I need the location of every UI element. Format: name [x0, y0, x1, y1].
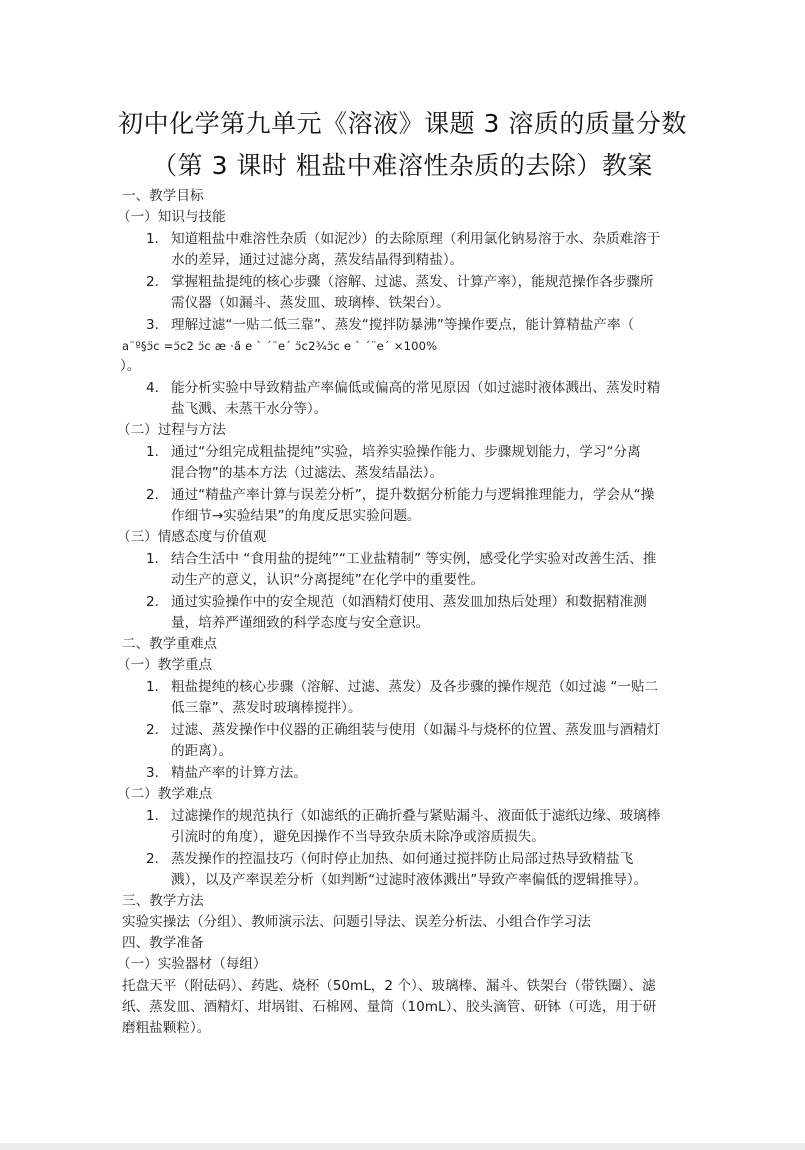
- list-item-text: 结合生活中 “食用盐的提纯”“工业盐精制” 等实例，感受化学实验对改善生活、推: [171, 551, 657, 567]
- subsection-heading-values: （三）情感态度与价值观: [117, 529, 267, 545]
- list-item-text: 通过“分组完成粗盐提纯”实验，培养实验操作能力、步骤规划能力，学习“分离: [171, 444, 641, 460]
- document-title-line-2: （第 3 课时 粗盐中难溶性杂质的去除）教案: [152, 151, 653, 180]
- list-number: 2.: [146, 274, 159, 290]
- list-item-text: 水的差异，通过过滤分离，蒸发结晶得到精盐）。: [171, 252, 464, 268]
- subsection-heading-difficulty: （二）教学难点: [117, 786, 213, 802]
- list-number: 2.: [146, 722, 159, 738]
- list-item-text: 低三靠”、蒸发时玻璃棒搅拌）。: [171, 700, 362, 716]
- list-item-text: 蒸发操作的控温技巧（何时停止加热、如何通过搅拌防止局部过热导致精盐飞: [171, 851, 634, 867]
- list-item-text: 的距离）。: [171, 743, 233, 759]
- list-item-text: 动生产的意义，认识“分离提纯”在化学中的重要性。: [171, 572, 485, 588]
- subsection-heading-knowledge: （一）知识与技能: [117, 209, 226, 225]
- subsection-heading-equipment: （一）实验器材（每组）: [117, 956, 267, 972]
- list-number: 1.: [146, 444, 159, 460]
- list-number: 2.: [146, 594, 159, 610]
- list-number: 3.: [146, 317, 159, 333]
- list-item-text: 混合物”的基本方法（过滤法、蒸发结晶法）。: [171, 465, 444, 481]
- list-item-text: 溅），以及产率误差分析（如判断“过滤时液体溅出”导致产率偏低的逻辑推导）。: [171, 872, 648, 888]
- list-item-text: 量，培养严谨细致的科学态度与安全意识。: [171, 615, 430, 631]
- document-title-line-1: 初中化学第九单元《溶液》课题 3 溶质的质量分数: [118, 109, 687, 138]
- list-item-text: 过滤操作的规范执行（如滤纸的正确折叠与紧贴漏斗、液面低于滤纸边缘、玻璃棒: [171, 808, 661, 824]
- subsection-heading-focus: （一）教学重点: [117, 657, 213, 673]
- list-item-text: 精盐产率的计算方法。: [171, 765, 307, 781]
- list-number: 1.: [146, 679, 159, 695]
- list-item-text: ）。: [120, 358, 141, 374]
- list-item-text: 需仪器（如漏斗、蒸发皿、玻璃棒、铁架台）。: [171, 295, 450, 311]
- list-item-text: 粗盐提纯的核心步骤（溶解、过滤、蒸发）及各步骤的操作规范（如过滤 “一贴二: [171, 679, 659, 695]
- list-number: 1.: [146, 808, 159, 824]
- list-number: 4.: [146, 380, 159, 396]
- list-item-text: 盐飞溅、未蒸干水分等）。: [171, 401, 328, 417]
- list-item-text: 过滤、蒸发操作中仪器的正确组装与使用（如漏斗与烧杯的位置、蒸发皿与酒精灯: [171, 722, 661, 738]
- list-number: 1.: [146, 551, 159, 567]
- page-bottom-edge: [0, 1143, 805, 1150]
- list-item-text: 能分析实验中导致精盐产率偏低或偏高的常见原因（如过滤时液体溅出、蒸发时精: [171, 380, 661, 396]
- list-item-text: 通过“精盐产率计算与误差分析”，提升数据分析能力与逻辑推理能力，学会从“操: [171, 487, 655, 503]
- section-heading-preparation: 四、教学准备: [122, 935, 204, 951]
- equipment-text: 托盘天平（附砝码）、药匙、烧杯（50mL，2 个）、玻璃棒、漏斗、铁架台（带铁圈）、滤: [122, 978, 656, 994]
- list-number: 2.: [146, 851, 159, 867]
- list-item-text: 作细节→实验结果”的角度反思实验问题。: [171, 508, 421, 524]
- list-number: 3.: [146, 765, 159, 781]
- section-heading-objectives: 一、教学目标: [122, 188, 204, 204]
- list-item-text: 掌握粗盐提纯的核心步骤（溶解、过滤、蒸发、计算产率），能规范操作各步骤所: [171, 274, 654, 290]
- list-item-text: 理解过滤“一贴二低三靠”、蒸发“搅拌防暴沸”等操作要点，能计算精盐产率（: [171, 317, 635, 333]
- list-number: 2.: [146, 487, 159, 503]
- equipment-text: 纸、蒸发皿、酒精灯、坩埚钳、石棉网、量筒（10mL）、胶头滴管、研钵（可选，用于研: [122, 999, 657, 1015]
- equipment-text: 磨粗盐颗粒）。: [122, 1020, 211, 1036]
- list-item-text: 通过实验操作中的安全规范（如酒精灯使用、蒸发皿加热后处理）和数据精准测: [171, 594, 647, 610]
- section-heading-methods: 三、教学方法: [122, 893, 204, 909]
- section-heading-key-points: 二、教学重难点: [122, 636, 218, 652]
- list-item-text: 引流时的角度），避免因操作不当导致杂质未除净或溶质损失。: [171, 829, 545, 845]
- list-item-text: 知道粗盐中难溶性杂质（如泥沙）的去除原理（利用氯化钠易溶于水、杂质难溶于: [171, 231, 661, 247]
- garbled-formula: a¨º§ↄ̈c =ↄ̈c2 ↄ̈c æ ·a̋ e ` ´¨e´ ↄ̈c2¾ↄ̈c e ` ´¨e´ ×100%: [122, 339, 438, 353]
- list-number: 1.: [146, 231, 159, 247]
- subsection-heading-process: （二）过程与方法: [117, 422, 226, 438]
- methods-text: 实验实操法（分组）、教师演示法、问题引导法、误差分析法、小组合作学习法: [122, 914, 591, 930]
